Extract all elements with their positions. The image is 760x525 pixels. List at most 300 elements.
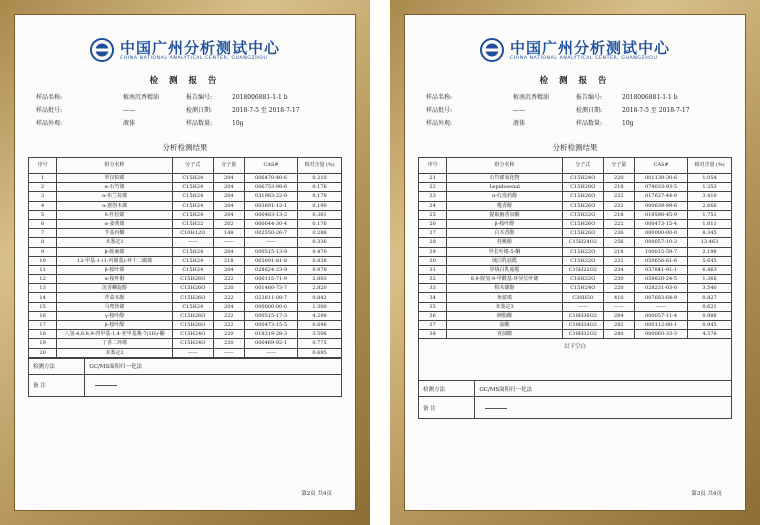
left-page-frame: [0, 0, 370, 525]
quantity-label: 样品数量:: [186, 120, 213, 127]
table-cell: 7: [29, 229, 57, 238]
table-cell: 002550-26-7: [244, 229, 297, 238]
table-cell: 280: [603, 330, 634, 339]
report-title: 检 测 报 告: [149, 76, 221, 86]
table-cell: 000057-11-4: [634, 311, 687, 320]
table-row: [29, 321, 342, 330]
table-cell: C15H24: [172, 247, 213, 256]
table-cell: γ-桉叶醇: [57, 311, 173, 320]
table-cell: 0.695: [298, 348, 342, 357]
table-cell: C10H12O: [172, 229, 213, 238]
report-no: 2018006881-1-1 b: [622, 94, 678, 101]
table-cell: 亚油酸: [447, 330, 563, 339]
table-cell: 8,9-脱氢-9-甲酰基-环异长叶烯: [447, 275, 563, 284]
col-header: 组分名称: [57, 158, 173, 174]
table-cell: 白木香醇: [447, 229, 563, 238]
org-name-cn: 中国广州分析测试中心: [119, 38, 280, 57]
table-cell: C15H24O: [172, 339, 213, 348]
center-logo-icon: [480, 38, 504, 62]
table-cell: 037841-91-1: [634, 265, 687, 274]
table-row: [419, 284, 732, 293]
table-header: [29, 158, 342, 174]
table-row: [29, 201, 342, 210]
table-cell: C15H22O: [562, 210, 603, 219]
table-row: [29, 247, 342, 256]
table-cell: C15H22O2: [562, 265, 603, 274]
table-cell: C15H22O: [562, 247, 603, 256]
table-cell: 28: [419, 238, 447, 247]
table-cell: C18H32O2: [562, 330, 603, 339]
table-cell: 22: [419, 183, 447, 192]
table-row: [419, 210, 732, 219]
logo: [418, 38, 732, 62]
table-cell: 202: [213, 219, 244, 228]
table-cell: 1.366: [688, 275, 732, 284]
table-cell: 2.820: [298, 284, 342, 293]
table-cell: 6: [29, 219, 57, 228]
table-row: [419, 238, 732, 247]
table-cell: 220: [213, 330, 244, 339]
table-cell: ——: [562, 302, 603, 311]
table-cell: C15H24: [172, 192, 213, 201]
quantity-label: 样品数量:: [576, 120, 603, 127]
remark-label: 备 注: [29, 374, 85, 396]
table-cell: 0.210: [298, 174, 342, 183]
table-cell: ——: [603, 302, 634, 311]
table-cell: 8.345: [688, 229, 732, 238]
table-cell: 234: [603, 265, 634, 274]
table-row: [419, 256, 732, 265]
table-cell: 000639-99-6: [634, 201, 687, 210]
col-header: 相对含量 (%): [688, 158, 732, 174]
org-name-en: CHINA NATIONAL ANALYTICAL CENTER, GUANGZHOU: [119, 55, 268, 61]
table-cell: 222: [213, 275, 244, 284]
table-cell: C15H24: [172, 265, 213, 274]
right-page-frame: [390, 0, 760, 525]
col-header: 分子量: [213, 158, 244, 174]
table-cell: C15H24: [172, 210, 213, 219]
col-header: 分子式: [172, 158, 213, 174]
table-cell: 0.945: [688, 321, 732, 330]
table-cell: 苄基丙酮: [57, 229, 173, 238]
table-cell: 15: [29, 302, 57, 311]
table-row: [29, 293, 342, 302]
table-cell: 0.696: [298, 321, 342, 330]
sample-name-label: 样品名称:: [426, 94, 453, 101]
table-cell: 芹菜木醇: [57, 293, 173, 302]
table-cell: 230: [603, 275, 634, 284]
test-date-label: 检测日期:: [576, 107, 603, 114]
table-cell: 3: [29, 192, 57, 201]
table-cell: 17: [29, 321, 57, 330]
table-row: [29, 229, 342, 238]
table-cell: 220: [213, 284, 244, 293]
table-cell: ——: [213, 348, 244, 357]
table-cell: α-愈创木烯: [57, 201, 173, 210]
table-cell: 000000-00-0: [244, 302, 297, 311]
table-cell: 5: [29, 210, 57, 219]
table-cell: 异绒白乳菇醛: [447, 265, 563, 274]
table-cell: 282: [603, 321, 634, 330]
table-cell: 10: [29, 256, 57, 265]
report-no: 2018006881-1-1 b: [232, 94, 288, 101]
table-row: [29, 192, 342, 201]
method-table: [28, 358, 342, 397]
table-cell: C15H26O: [172, 293, 213, 302]
table-cell: 220: [603, 174, 634, 183]
table-cell: C15H24O2: [562, 238, 603, 247]
remark-line: [95, 382, 117, 386]
table-cell: 031983-22-9: [244, 192, 297, 201]
quantity: 10g: [622, 120, 634, 127]
table-cell: C15H24: [172, 201, 213, 210]
table-cell: C30H50: [562, 293, 603, 302]
table-cell: 19: [29, 339, 57, 348]
table-cell: C15H24O: [562, 174, 603, 183]
table-header: [419, 158, 732, 174]
table-cell: 218: [603, 210, 634, 219]
batch: ——: [513, 107, 525, 114]
table-cell: 204: [213, 302, 244, 311]
table-cell: 1.751: [688, 210, 732, 219]
table-row: [29, 238, 342, 247]
col-header: 分子量: [603, 158, 634, 174]
table-cell: 0.361: [298, 210, 342, 219]
table-row: [29, 256, 342, 265]
table-cell: C15H24: [172, 256, 213, 265]
table-row: [419, 247, 732, 256]
table-row: [419, 219, 732, 228]
table-row: [29, 219, 342, 228]
appearance: 液体: [513, 120, 526, 127]
table-row: [419, 192, 732, 201]
report-no-label: 报告编号:: [576, 94, 603, 101]
table-cell: C15H26O: [172, 321, 213, 330]
table-cell: 油酸: [447, 321, 563, 330]
table-cell: 提取脑香泉酮: [447, 210, 563, 219]
table-cell: 204: [213, 247, 244, 256]
table-row: [419, 311, 732, 320]
table-cell: 003691-12-1: [244, 201, 297, 210]
table-cell: 35: [419, 302, 447, 311]
sample-info: [28, 91, 342, 135]
table-row: [419, 302, 732, 311]
table-cell: 000473-15-4: [634, 219, 687, 228]
table-cell: 0.775: [298, 339, 342, 348]
table-cell: 204: [213, 192, 244, 201]
table-cell: 148: [213, 229, 244, 238]
table-cell: C15H26O: [562, 201, 603, 210]
table-cell: 0.176: [298, 183, 342, 192]
table-cell: α-桉叶醇: [57, 275, 173, 284]
col-header: 分子式: [562, 158, 603, 174]
table-cell: 284: [603, 311, 634, 320]
table-cell: C18H34O2: [562, 321, 603, 330]
table-cell: 沉香螺旋醇: [57, 284, 173, 293]
table-cell: 000000-00-0: [634, 229, 687, 238]
table-cell: 11: [29, 265, 57, 274]
table-cell: 4.298: [298, 311, 342, 320]
table-cell: 未鉴定3: [447, 302, 563, 311]
table-cell: β-桉叶醇: [447, 219, 563, 228]
table-row: [29, 311, 342, 320]
table-cell: 0.621: [688, 302, 732, 311]
table-cell: C15H26O: [562, 219, 603, 228]
table-cell: C15H24: [172, 174, 213, 183]
table-cell: δ-杜松烯: [57, 210, 173, 219]
table-cell: 33: [419, 284, 447, 293]
right-report-page: [404, 14, 746, 511]
quantity: 10g: [232, 120, 244, 127]
table-cell: 36: [419, 311, 447, 320]
table-cell: 1.300: [298, 302, 342, 311]
table-cell: C15H20O: [562, 183, 603, 192]
report-title: 检 测 报 告: [539, 76, 611, 86]
table-cell: 000473-15-5: [244, 321, 297, 330]
batch-label: 样品批号:: [426, 107, 453, 114]
table-cell: 059820-24-5: [634, 275, 687, 284]
table-cell: C15H26O: [562, 192, 603, 201]
table-row: [419, 229, 732, 238]
remark: [85, 374, 342, 396]
table-cell: C15H24: [172, 183, 213, 192]
table-cell: C15H24O: [172, 330, 213, 339]
table-cell: α-红没药醇: [447, 192, 563, 201]
table-cell: 31: [419, 265, 447, 274]
org-name-cn: 中国广州分析测试中心: [509, 38, 670, 57]
table-cell: 218: [213, 256, 244, 265]
table-cell: α-石竹烯: [57, 183, 173, 192]
table-cell: 000112-80-1: [634, 321, 687, 330]
sample-info: [418, 91, 732, 135]
table-cell: C18H36O2: [562, 311, 603, 320]
table-cell: 000057-10-3: [634, 238, 687, 247]
table-cell: 220: [213, 339, 244, 348]
method-label: 检测方法: [29, 358, 85, 374]
col-header: 组分名称: [447, 158, 563, 174]
section-title: 分析检测结果: [162, 143, 208, 152]
table-cell: 100015-59-7: [634, 247, 687, 256]
table-cell: 0.838: [298, 256, 342, 265]
org-name-en: CHINA NATIONAL ANALYTICAL CENTER, GUANGZHOU: [509, 55, 658, 61]
table-row: [419, 293, 732, 302]
table-cell: 13: [29, 284, 57, 293]
table-cell: C15H26O: [172, 275, 213, 284]
table-cell: ——: [172, 238, 213, 247]
table-cell: 4.378: [688, 330, 732, 339]
table-cell: 八氢-4,8,8,9-四甲基-1,4-亚甲基薁-7(1H)-酮: [57, 330, 173, 339]
table-cell: 25: [419, 210, 447, 219]
table-cell: ——: [172, 348, 213, 357]
col-header: 序号: [419, 158, 447, 174]
table-row: [419, 183, 732, 192]
table-cell: 丁香二环烯: [57, 339, 173, 348]
appearance-label: 样品外观:: [36, 120, 63, 127]
table-cell: 222: [603, 201, 634, 210]
table-cell: 0.470: [298, 247, 342, 256]
table-cell: 000115-71-9: [244, 275, 297, 284]
page-number: 第2页 共4页: [301, 491, 332, 497]
table-cell: 12: [29, 275, 57, 284]
table-cell: 006753-98-6: [244, 183, 297, 192]
table-cell: 13.463: [688, 238, 732, 247]
table-cell: ——: [634, 302, 687, 311]
table-cell: 石竹烯氧化物: [447, 174, 563, 183]
sample-name: 植南沉香精油: [123, 94, 160, 101]
table-cell: 14: [29, 293, 57, 302]
table-cell: C15H26O: [562, 229, 603, 238]
table-cell: 000515-13-9: [244, 247, 297, 256]
table-cell: 023811-08-7: [244, 293, 297, 302]
table-row: [29, 265, 342, 274]
table-cell: 0.978: [298, 265, 342, 274]
table-cell: 硬脂酸: [447, 311, 563, 320]
test-date: 2018-7-5 至 2018-7-17: [622, 107, 690, 114]
sample-name-label: 样品名称:: [36, 94, 63, 101]
table-cell: 050656-61-6: [634, 256, 687, 265]
table-cell: 236: [603, 229, 634, 238]
table-cell: 26: [419, 219, 447, 228]
table-cell: 007683-64-9: [634, 293, 687, 302]
table-cell: ——: [244, 348, 297, 357]
table-cell: 0.988: [688, 311, 732, 320]
method: GC/MS面积归一化法: [475, 381, 732, 397]
table-cell: ——: [244, 238, 297, 247]
table-cell: 2.803: [298, 275, 342, 284]
table-cell: 0.288: [298, 229, 342, 238]
table-cell: 榄香醇: [447, 201, 563, 210]
table-cell: 12-甲基-1-(1-丙烯基)-环十二碳烯: [57, 256, 173, 265]
table-cell: 罗汉柏烯: [57, 174, 173, 183]
method-label: 检测方法: [419, 381, 475, 397]
table-cell: 3.506: [298, 330, 342, 339]
table-cell: β-蛇麻烯: [57, 247, 173, 256]
table-cell: α-姜黄烯: [57, 219, 173, 228]
table-cell: 23: [419, 192, 447, 201]
batch-label: 样品批号:: [36, 107, 63, 114]
table-cell: 204: [213, 201, 244, 210]
table-cell: 000483-13-2: [244, 210, 297, 219]
table-cell: 204: [213, 183, 244, 192]
table-cell: 000469-92-1: [244, 339, 297, 348]
table-cell: ——: [213, 238, 244, 247]
table-cell: 30: [419, 256, 447, 265]
table-cell: 21: [419, 174, 447, 183]
table-row: [29, 284, 342, 293]
table-cell: 204: [213, 265, 244, 274]
table-cell: 0.190: [298, 201, 342, 210]
table-cell: 马兜铃烯: [57, 302, 173, 311]
table-cell: 0.176: [298, 219, 342, 228]
table-row: [419, 321, 732, 330]
table-cell: 29: [419, 247, 447, 256]
table-cell: 16: [29, 311, 57, 320]
remark-line: [485, 405, 507, 409]
table-cell: 204: [213, 210, 244, 219]
table-cell: 204: [213, 174, 244, 183]
table-cell: 222: [603, 192, 634, 201]
appearance-label: 样品外观:: [426, 120, 453, 127]
table-cell: 222: [213, 311, 244, 320]
table-cell: C15H24O: [562, 284, 603, 293]
appearance: 液体: [123, 120, 136, 127]
table-cell: 9: [29, 247, 57, 256]
table-cell: β-桉叶烯: [57, 265, 173, 274]
table-cell: 角鲨烯: [447, 293, 563, 302]
table-cell: 0.178: [298, 192, 342, 201]
table-row: [29, 330, 342, 339]
table-cell: 18: [29, 330, 57, 339]
table-cell: 222: [213, 321, 244, 330]
table-cell: 未鉴定1: [57, 238, 173, 247]
table-cell: 0.336: [298, 238, 342, 247]
table-cell: 3.540: [688, 284, 732, 293]
table-cell: 0.827: [688, 293, 732, 302]
center-logo-icon: [90, 38, 114, 62]
table-cell: 410: [603, 293, 634, 302]
table-cell: 1.054: [688, 174, 732, 183]
table-cell: 222: [213, 293, 244, 302]
table-cell: 2: [29, 183, 57, 192]
table-cell: 000644-30-4: [244, 219, 297, 228]
logo: [28, 38, 342, 62]
batch: ——: [123, 107, 135, 114]
table-cell: C15H22: [172, 219, 213, 228]
table-cell: C15H26O: [172, 311, 213, 320]
section-title: 分析检测结果: [552, 143, 598, 152]
sample-name: 植南沉香精油: [513, 94, 550, 101]
table-cell: 065691-81-8: [244, 256, 297, 265]
table-cell: C15H22O: [562, 256, 603, 265]
table-cell: 未鉴定2: [57, 348, 173, 357]
table-cell: C16H22O: [562, 275, 603, 284]
table-cell: 3.410: [688, 192, 732, 201]
left-report-page: [14, 14, 356, 511]
table-cell: 028624-23-9: [244, 265, 297, 274]
table-cell: 218: [603, 247, 634, 256]
table-cell: 222: [603, 219, 634, 228]
table-cell: 6.463: [688, 265, 732, 274]
table-cell: 34: [419, 293, 447, 302]
table-cell: 5.645: [688, 256, 732, 265]
table-cell: 37: [419, 321, 447, 330]
col-header: 相对含量 (%): [298, 158, 342, 174]
table-cell: C15H24: [172, 302, 213, 311]
table-cell: 2.198: [688, 247, 732, 256]
table-row: [419, 265, 732, 274]
table-row: [29, 302, 342, 311]
remark: [475, 397, 732, 419]
table-cell: 柏木烯醇: [447, 284, 563, 293]
table-cell: 074033-93-5: [634, 183, 687, 192]
table-cell: 000515-17-3: [244, 311, 297, 320]
col-header: CAS#: [634, 158, 687, 174]
test-date: 2018-7-5 至 2018-7-17: [232, 107, 300, 114]
table-cell: Lepidozenal: [447, 183, 563, 192]
table-cell: 32: [419, 275, 447, 284]
report-no-label: 报告编号:: [186, 94, 213, 101]
table-cell: 1.353: [688, 183, 732, 192]
table-cell: 028231-03-0: [634, 284, 687, 293]
table-cell: 4: [29, 201, 57, 210]
col-header: CAS#: [244, 158, 297, 174]
table-cell: 017627-44-0: [634, 192, 687, 201]
method: GC/MS面积归一化法: [85, 358, 342, 374]
table-cell: 000060-33-3: [634, 330, 687, 339]
table-cell: 1: [29, 174, 57, 183]
table-cell: 006470-40-6: [244, 174, 297, 183]
table-row: [29, 339, 342, 348]
